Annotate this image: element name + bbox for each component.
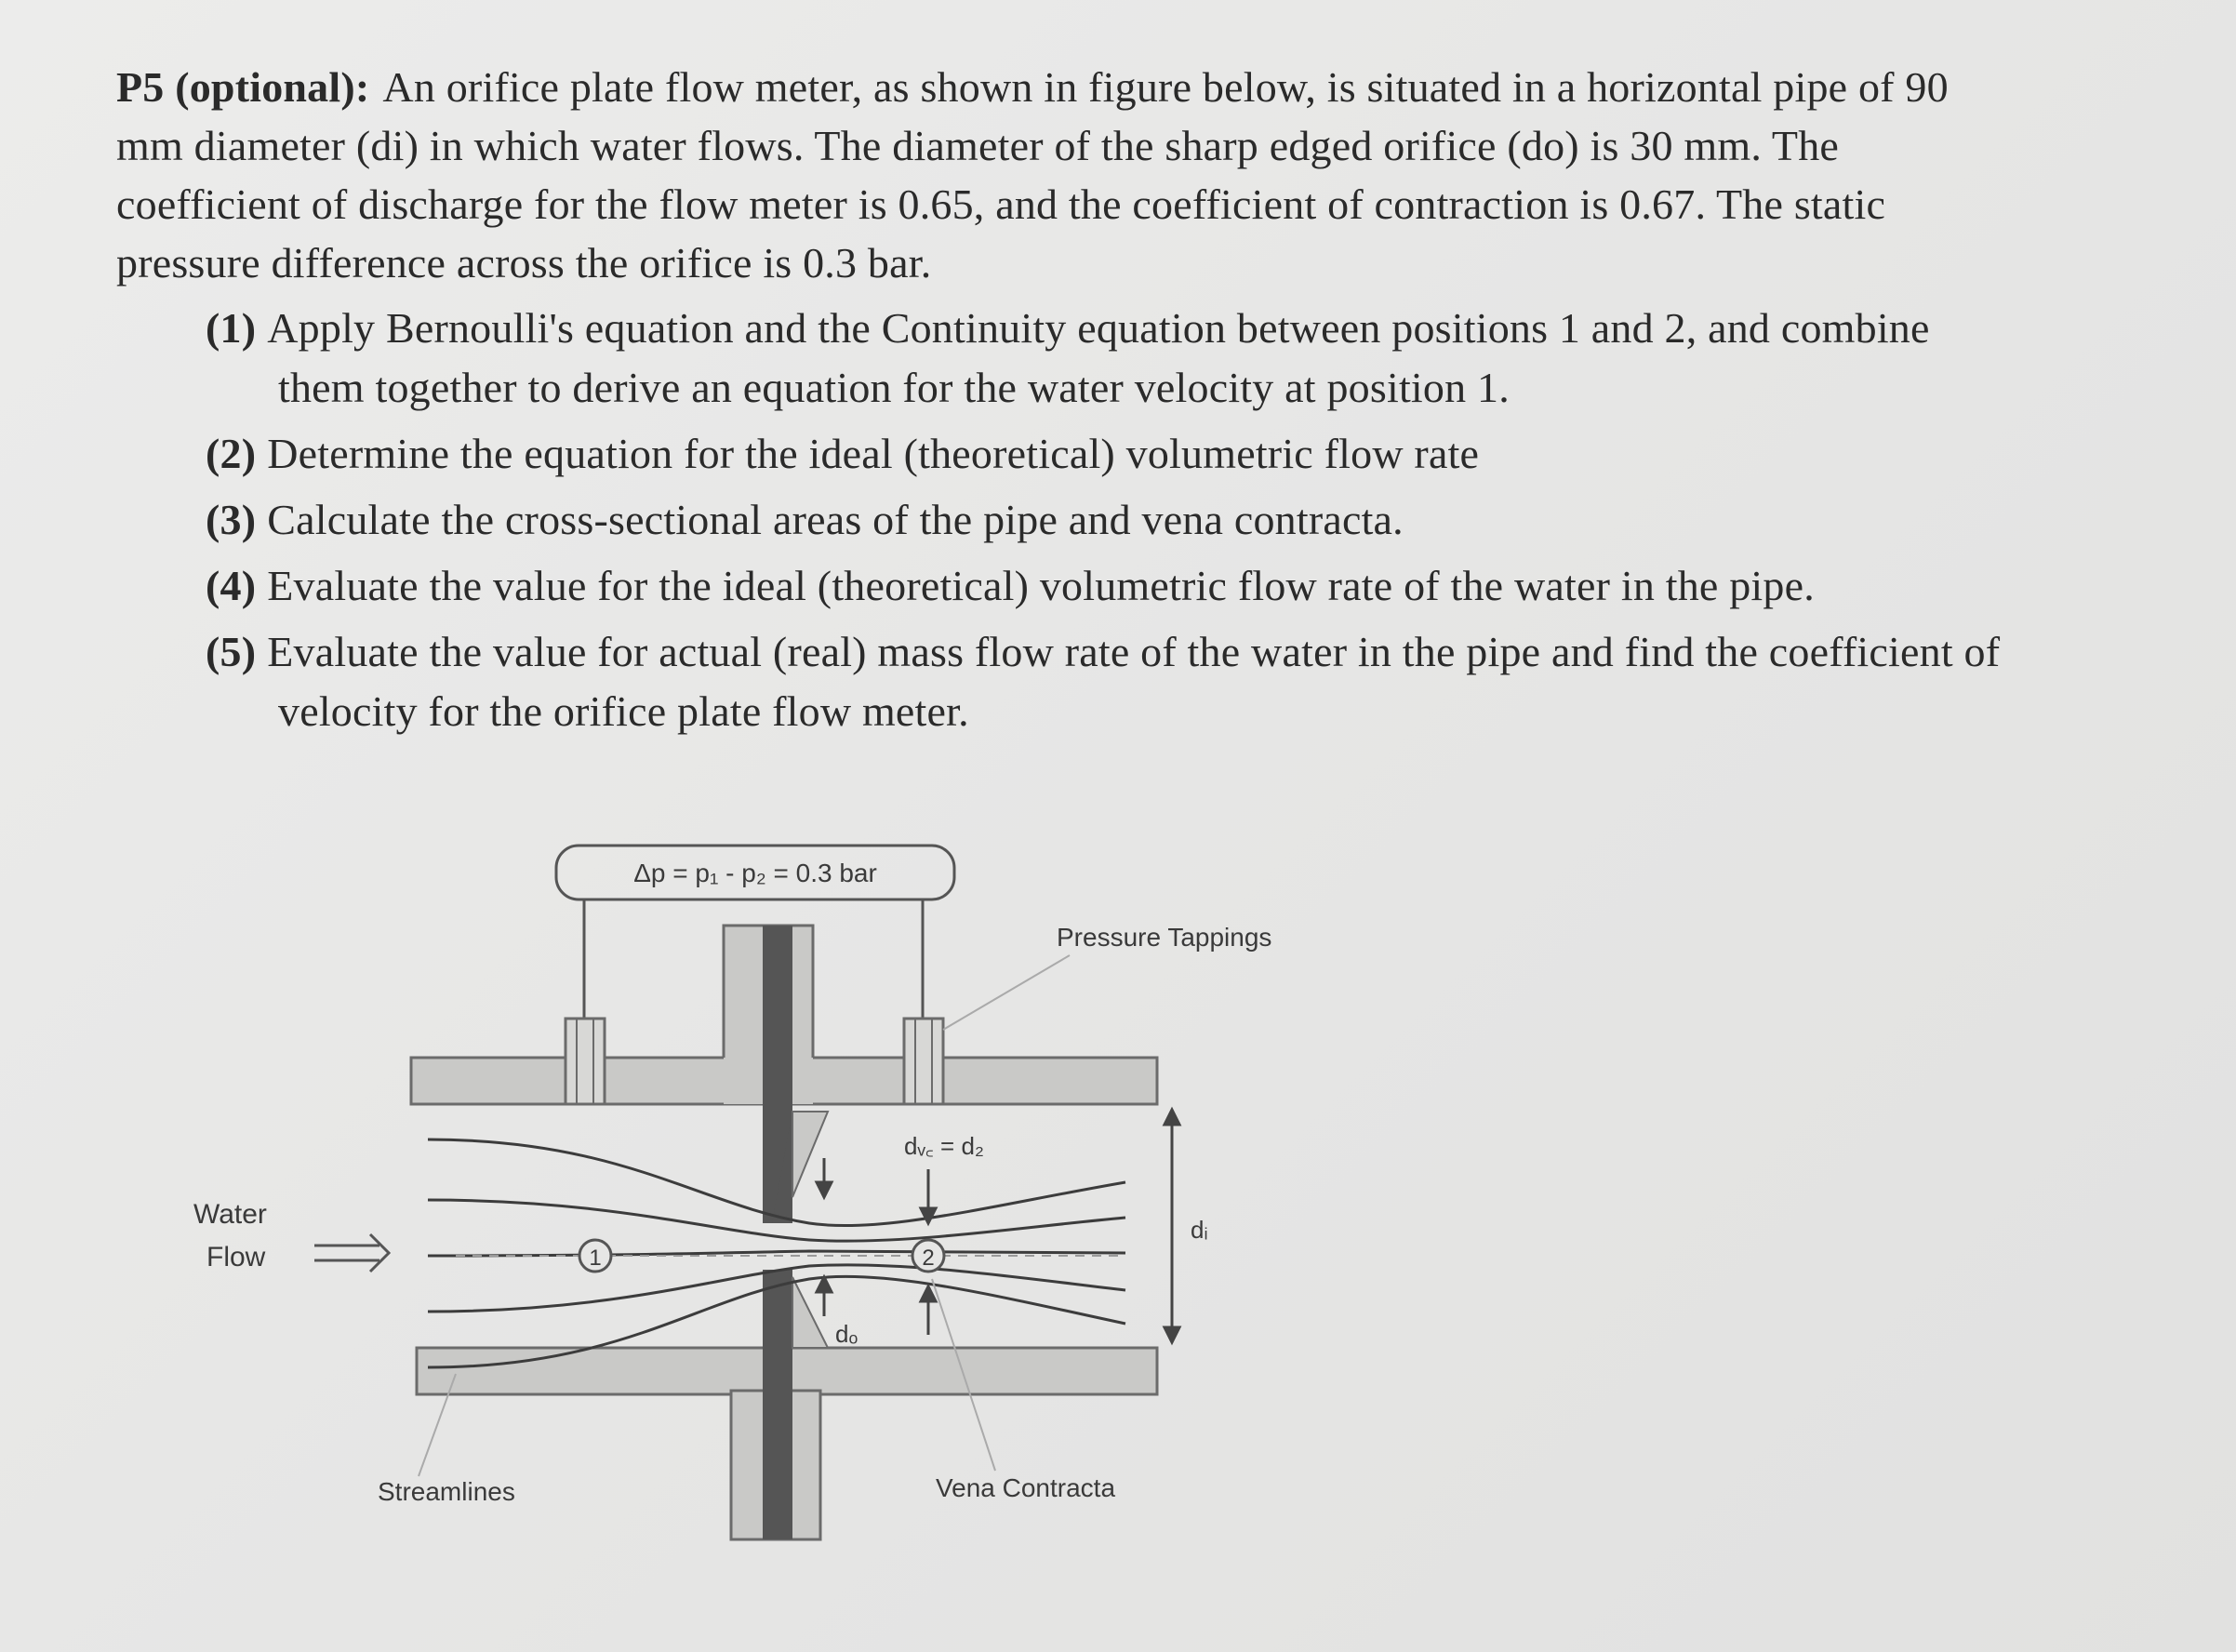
task-item-5 bbox=[206, 622, 2023, 741]
problem-tag: P5 (optional): bbox=[116, 63, 370, 111]
position-2-label: 2 bbox=[922, 1246, 935, 1271]
tapping-fitting-downstream bbox=[904, 1019, 943, 1104]
orifice-plate-lower bbox=[763, 1270, 792, 1539]
problem-text bbox=[116, 58, 2023, 741]
pipe-diameter-label: dᵢ bbox=[1191, 1216, 1208, 1244]
orifice-diameter-label: dₒ bbox=[835, 1320, 858, 1348]
pressure-tappings-label: Pressure Tappings bbox=[1057, 923, 1272, 952]
flow-arrow-icon bbox=[314, 1234, 389, 1272]
task-number: (5) bbox=[206, 628, 257, 675]
tapping-fitting-upstream bbox=[566, 1019, 605, 1104]
task-number: (2) bbox=[206, 430, 257, 477]
task-item-3 bbox=[206, 490, 2023, 550]
orifice-meter-figure bbox=[177, 833, 1330, 1549]
flow-label: Flow bbox=[206, 1242, 266, 1272]
orifice-diagram bbox=[177, 833, 1330, 1549]
pipe-diameter-dimension bbox=[1165, 1110, 1179, 1342]
streamlines-label: Streamlines bbox=[378, 1477, 515, 1506]
pressure-tappings-leader bbox=[943, 955, 1070, 1030]
problem-body: An orifice plate flow meter, as shown in figure below, is situated in a horizontal pipe of 90 mm diameter (di) in which water flows. The diameter of the sharp edged orifice (do) is 30 mm. The coefficient of discharge for the flow meter is 0.65, and the coefficient of contraction is 0.67. The static pressure difference across the orifice is 0.3 bar. bbox=[116, 63, 1949, 286]
task-number: (4) bbox=[206, 562, 257, 609]
water-label: Water bbox=[193, 1199, 267, 1230]
task-text: Evaluate the value for the ideal (theoretical) volumetric flow rate of the water in the pipe. bbox=[267, 562, 1815, 609]
pressure-difference-label: Δp = p₁ - p₂ = 0.3 bar bbox=[633, 859, 877, 887]
task-list bbox=[116, 299, 2023, 741]
task-item-4 bbox=[206, 556, 2023, 616]
task-number: (1) bbox=[206, 304, 257, 352]
task-text: Determine the equation for the ideal (theoretical) volumetric flow rate bbox=[267, 430, 1480, 477]
position-1-label: 1 bbox=[589, 1246, 602, 1271]
vena-contracta-diameter-label: dᵥ꜀ = d₂ bbox=[904, 1132, 984, 1160]
task-item-1 bbox=[206, 299, 2023, 418]
problem-statement bbox=[116, 58, 2023, 292]
task-item-2 bbox=[206, 424, 2023, 484]
vena-contracta-label: Vena Contracta bbox=[936, 1473, 1116, 1502]
task-text: Evaluate the value for actual (real) mass flow rate of the water in the pipe and find the coefficient of velocity for the orifice plate flow meter. bbox=[267, 628, 2001, 735]
task-number: (3) bbox=[206, 496, 257, 543]
task-text: Apply Bernoulli's equation and the Continuity equation between positions 1 and 2, and combine them together to derive an equation for the water velocity at position 1. bbox=[267, 304, 1930, 411]
task-text: Calculate the cross-sectional areas of the pipe and vena contracta. bbox=[267, 496, 1404, 543]
